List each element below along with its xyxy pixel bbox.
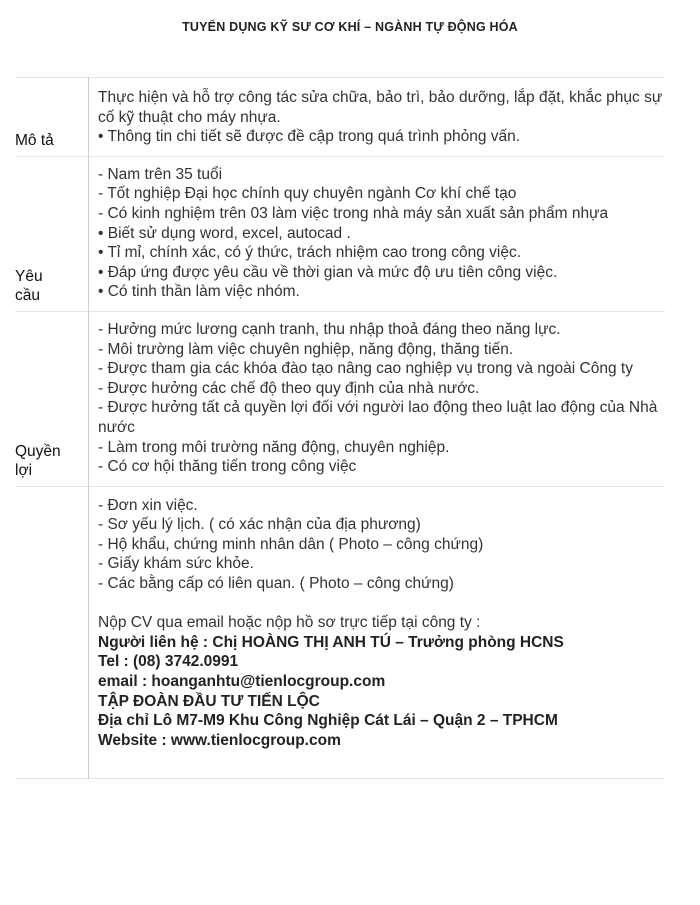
label-cell-requirements [15,156,89,311]
company-address: Địa chỉ Lô M7-M9 Khu Công Nghiệp Cát Lái – Quận 2 – TPHCM [98,712,558,730]
row-label-requirements [15,267,88,311]
document-line: - Sơ yếu lý lịch. ( có xác nhận của địa phương) [98,516,421,534]
requirement-line: - Nam trên 35 tuổi [98,165,223,183]
requirement-line: - Có kinh nghiệm trên 03 làm việc trong nhà máy sản xuất sản phẩm nhựa [98,204,609,222]
benefit-line: - Được hưởng các chế độ theo quy định của nhà nước. [98,379,480,397]
label-cell-application [15,486,89,779]
row-label-line: lợi [15,461,33,479]
benefit-line: - Được tham gia các khóa đào tạo nâng cao nghiệp vụ trong và ngoài Công ty [98,360,633,378]
label-cell-description [15,78,89,157]
job-details-table [15,77,665,779]
content-cell-requirements [89,156,666,311]
spacer [98,594,665,614]
requirement-line: • Biết sử dụng word, excel, autocad . [98,224,351,242]
row-label-benefits [15,442,88,486]
label-cell-benefits [15,311,89,486]
row-benefits [15,311,665,486]
document-line: - Các bằng cấp có liên quan. ( Photo – công chứng) [98,575,454,593]
row-application [15,486,665,779]
contact-person: Người liên hệ : Chị HOÀNG THỊ ANH TÚ – Trưởng phòng HCNS [98,633,564,651]
content-cell-description [89,78,666,157]
contact-phone: Tel : (08) 3742.0991 [98,653,239,671]
content-cell-application [89,486,666,779]
row-label-line: Quyền [15,442,61,460]
row-label-line: Yêu [15,267,43,285]
benefit-line: - Môi trường làm việc chuyên nghiệp, năng động, thăng tiến. [98,340,514,358]
document-line: - Đơn xin việc. [98,496,198,514]
requirement-line: • Tỉ mỉ, chính xác, có ý thức, trách nhiệm cao trong công việc. [98,244,522,262]
description-line: • Thông tin chi tiết sẽ được đề cập trong quá trình phỏng vấn. [98,128,521,146]
company-website: Website : www.tienlocgroup.com [98,731,341,749]
contact-email: email : hoanganhtu@tienlocgroup.com [98,673,386,691]
content-cell-benefits [89,311,666,486]
requirement-line: • Có tinh thần làm việc nhóm. [98,283,300,301]
benefit-line: - Có cơ hội thăng tiến trong công việc [98,458,357,476]
document-line: - Hộ khẩu, chứng minh nhân dân ( Photo – công chứng) [98,535,484,553]
page-title: TUYỂN DỤNG KỸ SƯ CƠ KHÍ – NGÀNH TỰ ĐỘNG HÓA [182,20,518,34]
row-requirements [15,156,665,311]
benefit-line: - Được hưởng tất cả quyền lợi đối với người lao động theo luật lao động của Nhà nước [98,399,658,436]
submit-note: Nộp CV qua email hoặc nộp hồ sơ trực tiếp tại công ty : [98,614,481,632]
description-line: Thực hiện và hỗ trợ công tác sửa chữa, bảo trì, bảo dưỡng, lắp đặt, khắc phục sự cố kỹ thuật cho máy nhựa. [98,89,663,126]
requirement-line: - Tốt nghiệp Đại học chính quy chuyên ngành Cơ khí chế tạo [98,185,517,203]
row-label-line: cầu [15,286,40,304]
row-description [15,78,665,157]
requirement-line: • Đáp ứng được yêu cầu về thời gian và mức độ ưu tiên công việc. [98,263,558,281]
document-line: - Giấy khám sức khỏe. [98,555,254,573]
benefit-line: - Hưởng mức lương cạnh tranh, thu nhập thoả đáng theo năng lực. [98,320,561,338]
benefit-line: - Làm trong môi trường năng động, chuyên nghiệp. [98,438,450,456]
row-label-description: Mô tả [15,131,54,149]
company-name: TẬP ĐOÀN ĐẦU TƯ TIẾN LỘC [98,692,320,710]
